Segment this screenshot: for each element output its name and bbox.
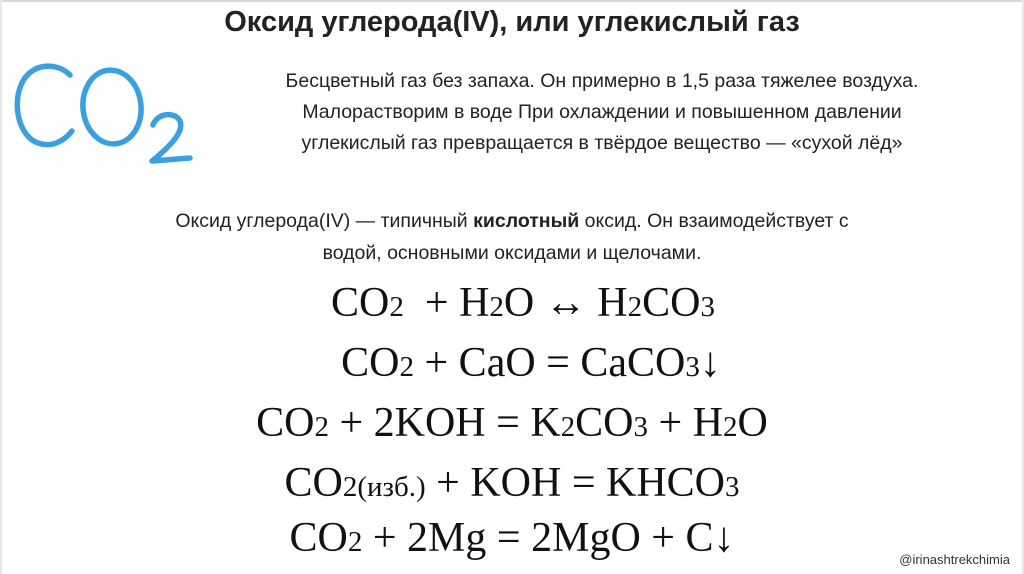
paragraph-bold-term: кислотный [473, 210, 580, 232]
equation-water: CO2 + H2O ↔ H2CO3 [331, 280, 715, 326]
properties-paragraph [40, 205, 984, 269]
co2-logo-drawing [12, 55, 197, 175]
description-line: Малорастворим в воде При охлаждении и повышенном давлении [302, 101, 902, 123]
equation-magnesium: CO2 + 2Mg = 2MgO + C↓ [289, 515, 735, 561]
paragraph-text: Оксид углерода(IV) — типичный [175, 210, 474, 232]
equation-koh-excess: CO2(изб.) + KOH = KHCO3 [284, 460, 740, 506]
author-credit: @irinashtrekchimia [899, 552, 1010, 567]
paragraph-text: оксид. Он взаимодействует с [579, 210, 849, 232]
co2-handwritten-logo [12, 55, 197, 175]
paragraph-line [40, 205, 984, 237]
slide-title: Оксид углерода(IV), или углекислый газ [224, 6, 800, 38]
description-line: Бесцветный газ без запаха. Он примерно в 1,5 раза тяжелее воздуха. [285, 70, 919, 92]
description-line: углекислый газ превращается в твёрдое вещество — «сухой лёд» [301, 132, 903, 154]
paragraph-line: водой, основными оксидами и щелочами. [322, 242, 702, 264]
co2-description [196, 66, 1008, 159]
equation-koh: CO2 + 2KOH = K2CO3 + H2O [256, 400, 768, 446]
equation-calcium-oxide: CO2 + CaO = CaCO3↓ [341, 340, 721, 386]
